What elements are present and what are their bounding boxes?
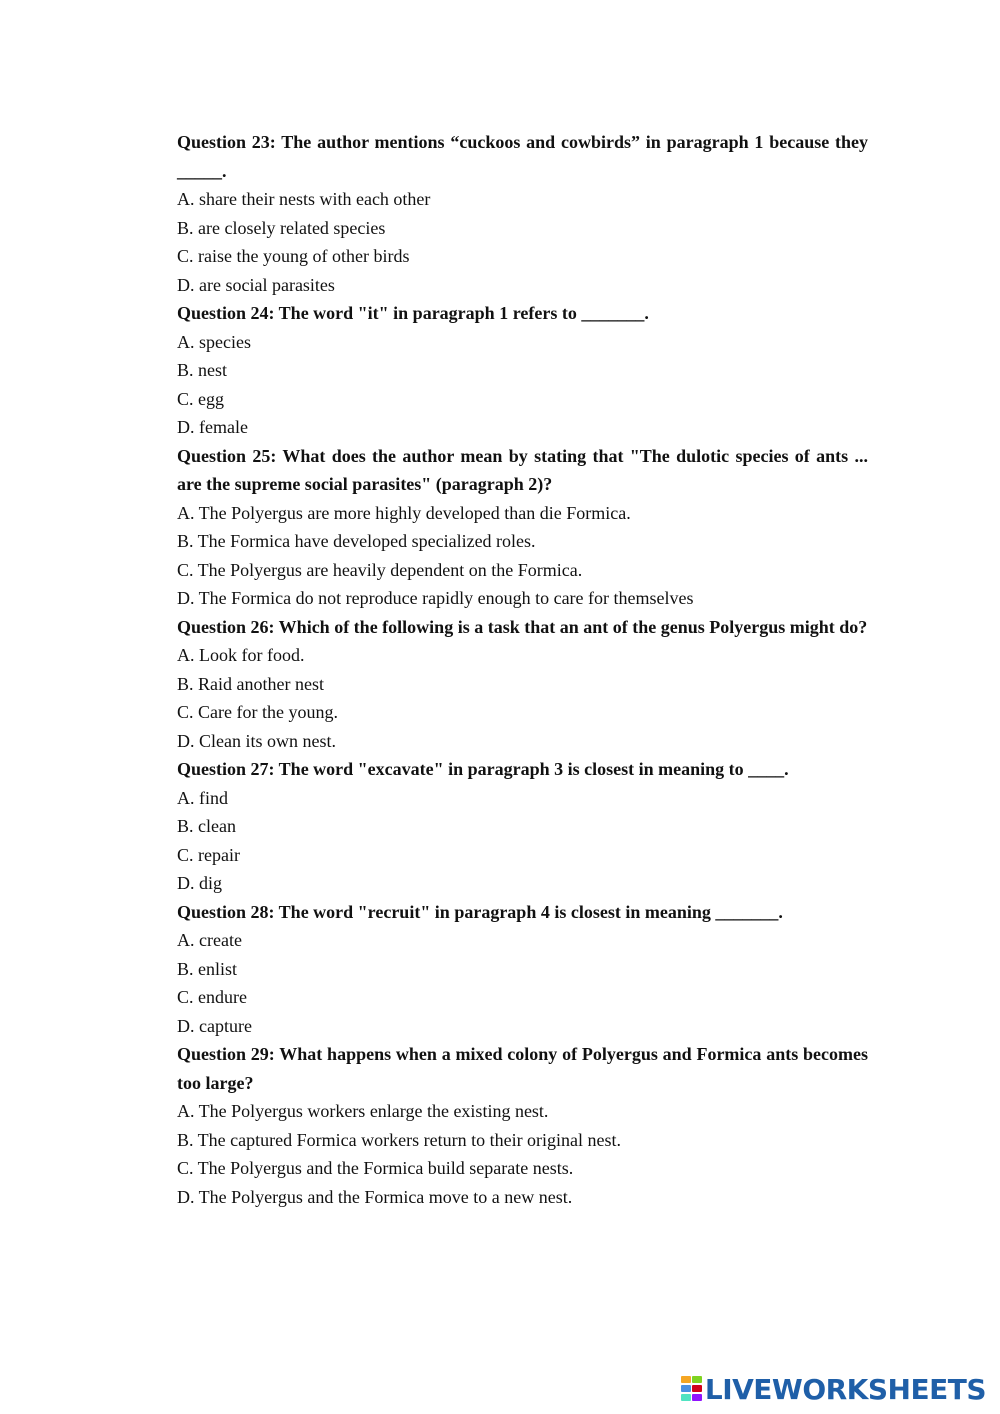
question-block xyxy=(177,442,868,613)
answer-option: D. The Polyergus and the Formica move to a new nest. xyxy=(177,1186,573,1207)
answer-option: A. share their nests with each other xyxy=(177,189,431,209)
answer-option: D. capture xyxy=(177,1015,252,1036)
answer-option: C. endure xyxy=(177,987,247,1007)
answer-option: D. dig xyxy=(177,873,222,893)
answer-option: D. female xyxy=(177,417,248,437)
liveworksheets-logo-icon xyxy=(681,1376,703,1402)
answer-option: C. The Polyergus and the Formica build separate nests. xyxy=(177,1158,574,1178)
answer-option: D. The Formica do not reproduce rapidly enough to care for themselves xyxy=(177,588,694,608)
question-text: Question 28: The word "recruit" in paragraph 4 is closest in meaning _______. xyxy=(177,901,783,922)
question-text: Question 27: The word "excavate" in paragraph 3 is closest in meaning to ____. xyxy=(177,759,789,779)
answer-option: B. The Formica have developed specialized roles. xyxy=(177,531,536,551)
question-text: Question 29: What happens when a mixed colony of Polyergus and Formica ants becomes too large? xyxy=(177,1044,868,1093)
answer-option: D. are social parasites xyxy=(177,274,335,295)
question-block xyxy=(177,755,868,898)
answer-option: A. create xyxy=(177,930,242,950)
question-text: Question 23: The author mentions “cuckoos and cowbirds” in paragraph 1 because they _____. xyxy=(177,132,868,181)
answer-option: A. find xyxy=(177,787,228,808)
answer-option: C. egg xyxy=(177,388,224,409)
answer-option: B. The captured Formica workers return to their original nest. xyxy=(177,1129,622,1150)
question-block xyxy=(177,299,868,442)
question-block xyxy=(177,128,868,299)
answer-option: B. enlist xyxy=(177,958,238,979)
question-list xyxy=(177,128,868,1211)
answer-option: C. The Polyergus are heavily dependent on the Formica. xyxy=(177,559,583,580)
answer-option: A. The Polyergus are more highly developed than die Formica. xyxy=(177,502,631,523)
answer-option: B. clean xyxy=(177,816,236,836)
question-block xyxy=(177,613,868,756)
answer-option: A. species xyxy=(177,331,251,352)
question-text: Question 26: Which of the following is a task that an ant of the genus Polyergus might do? xyxy=(177,616,868,637)
liveworksheets-logo-text: LIVEWORKSHEETS xyxy=(704,1372,986,1406)
answer-option: A. Look for food. xyxy=(177,645,305,665)
answer-option: C. raise the young of other birds xyxy=(177,246,410,266)
answer-option: C. repair xyxy=(177,844,240,865)
answer-option: D. Clean its own nest. xyxy=(177,730,336,751)
liveworksheets-logo xyxy=(681,1372,986,1406)
answer-option: C. Care for the young. xyxy=(177,702,338,722)
question-text: Question 25: What does the author mean by stating that "The dulotic species of ants ... are the supreme social parasites" (paragraph 2)? xyxy=(177,445,868,494)
answer-option: B. nest xyxy=(177,360,228,380)
question-block xyxy=(177,898,868,1041)
answer-option: B. are closely related species xyxy=(177,217,386,238)
answer-option: A. The Polyergus workers enlarge the existing nest. xyxy=(177,1101,549,1121)
question-block xyxy=(177,1040,868,1211)
question-text: Question 24: The word "it" in paragraph 1 refers to _______. xyxy=(177,303,649,323)
answer-option: B. Raid another nest xyxy=(177,673,324,694)
